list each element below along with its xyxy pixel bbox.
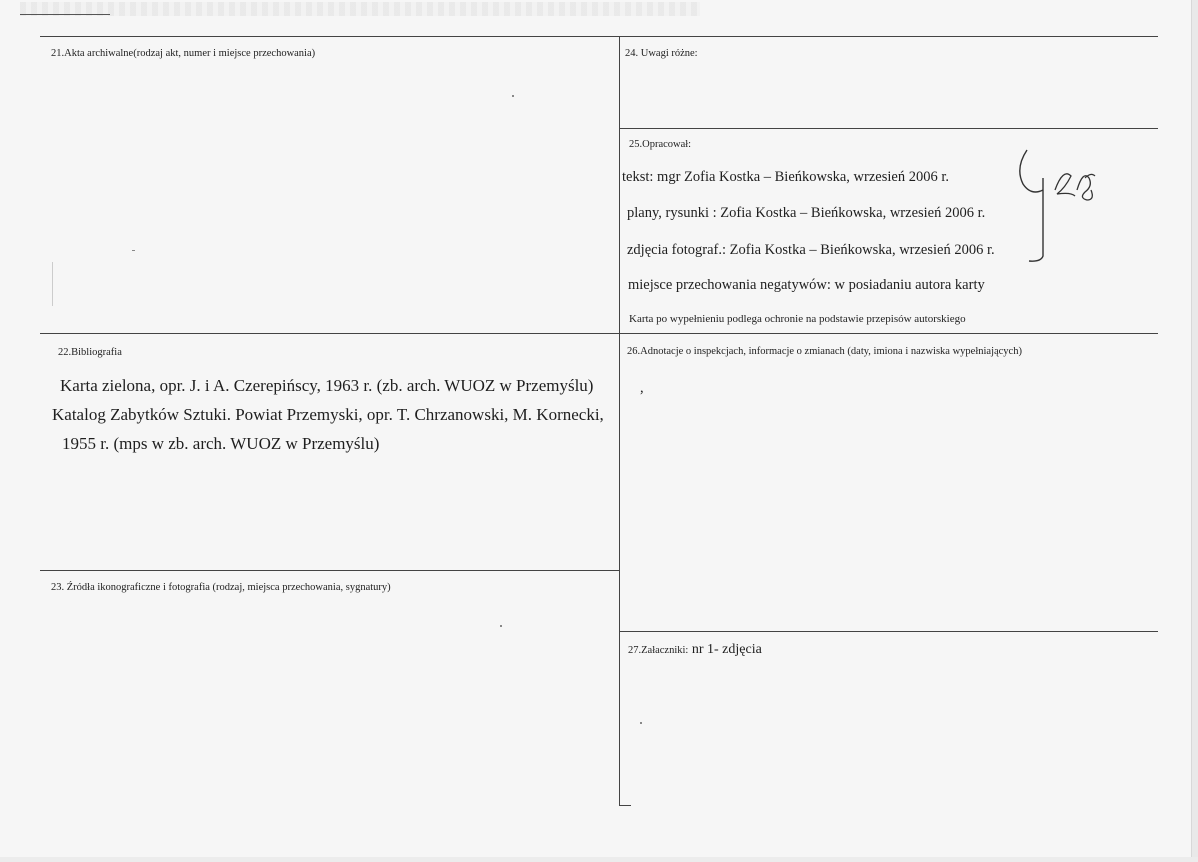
bibliography-line-3: 1955 r. (mps w zb. arch. WUOZ w Przemyślu) xyxy=(62,434,380,453)
rule-26-27 xyxy=(620,631,1158,632)
copyright-note: Karta po wypełnieniu podlega ochronie na podstawie przepisów autorskiego xyxy=(629,313,966,325)
section-24-label: 24. Uwagi różne: xyxy=(625,48,698,59)
section-26-mark: , xyxy=(640,380,644,396)
scan-speck xyxy=(500,625,502,627)
scan-speck xyxy=(132,250,135,251)
scan-noise-top xyxy=(20,2,700,16)
section-27-label: 27.Załaczniki: xyxy=(628,645,689,656)
faint-left-mark xyxy=(52,262,53,306)
section-21-label: 21.Akta archiwalne(rodzaj akt, numer i miejsce przechowania) xyxy=(51,48,316,59)
bibliography-line-1: Karta zielona, opr. J. i A. Czerepińscy, 1963 r. (zb. arch. WUOZ w Przemyślu) xyxy=(60,376,594,395)
section-22-label: 22.Bibliografia xyxy=(58,347,122,358)
section-27-value: nr 1- zdjęcia xyxy=(691,642,762,657)
section-26-label: 26.Adnotacje o inspekcjach, informacje o zmianach (daty, imiona i nazwiska wypełniających) xyxy=(627,346,1022,357)
section-25-label: 25.Opracował: xyxy=(629,139,692,150)
top-rule-fragment xyxy=(20,14,110,15)
author-photos-line: zdjęcia fotograf.: Zofia Kostka – Bieńkowska, wrzesień 2006 r. xyxy=(627,242,995,258)
handwritten-signature-icon xyxy=(1005,138,1105,263)
author-plans-line: plany, rysunki : Zofia Kostka – Bieńkowska, wrzesień 2006 r. xyxy=(627,205,986,221)
rule-row2 xyxy=(40,333,1158,334)
bibliography-line-2: Katalog Zabytków Sztuki. Powiat Przemyski, opr. T. Chrzanowski, M. Kornecki, xyxy=(52,405,604,424)
rule-22-23 xyxy=(40,570,620,571)
scan-edge-right xyxy=(1191,0,1198,862)
scan-edge-bottom xyxy=(0,857,1198,862)
section-23-label: 23. Źródła ikonograficzne i fotografia (rodzaj, miejsca przechowania, sygnatury) xyxy=(51,582,391,593)
rule-top xyxy=(40,36,1158,37)
scan-speck xyxy=(640,722,642,724)
rule-24-25 xyxy=(620,128,1158,129)
rule-center-vertical xyxy=(619,36,620,806)
rule-bottom-tick xyxy=(619,805,631,806)
negatives-storage-line: miejsce przechowania negatywów: w posiadaniu autora karty xyxy=(628,277,985,293)
section-27-attachments xyxy=(628,642,762,658)
author-text-line: tekst: mgr Zofia Kostka – Bieńkowska, wrzesień 2006 r. xyxy=(622,169,949,185)
scan-speck xyxy=(512,95,514,97)
